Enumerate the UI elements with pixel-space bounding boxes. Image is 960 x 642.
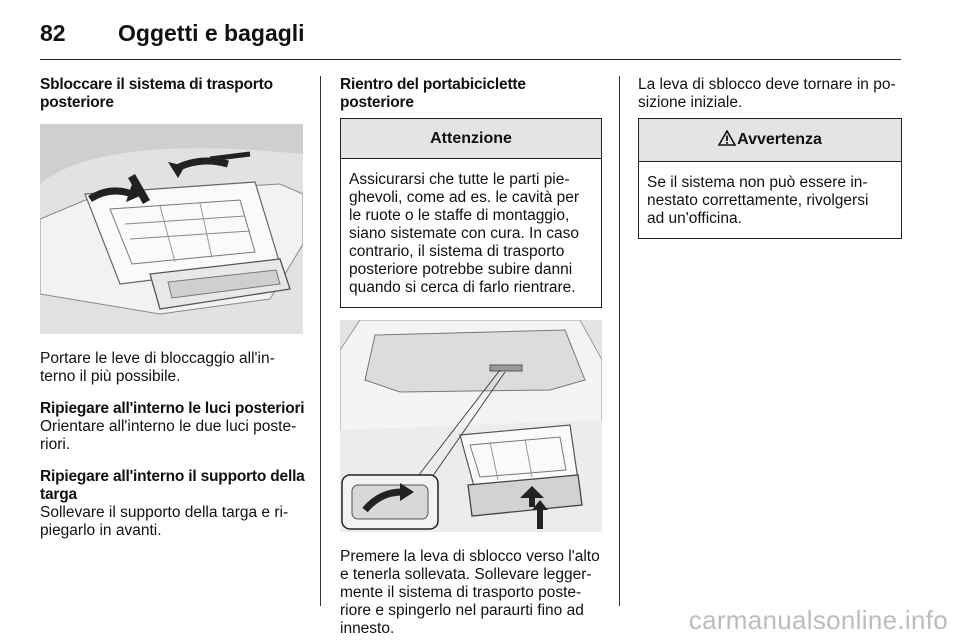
paragraph-lights	[40, 418, 305, 454]
heading-line: Sbloccare il sistema di trasporto	[40, 76, 273, 93]
section-heading-plate-holder	[40, 468, 305, 504]
text-line: riori.	[40, 436, 71, 453]
text-line: e tenerla sollevata. Sollevare legger-	[340, 566, 592, 583]
text-line: ghevoli, come ad es. le cavità per	[349, 189, 580, 206]
warning-title: Avvertenza	[737, 131, 822, 148]
text-line: Assicurarsi che tutte le parti pie-	[349, 171, 570, 188]
section-heading-lights: Ripiegare all'interno le luci posteriori	[40, 400, 305, 417]
paragraph-move-levers	[40, 350, 305, 386]
section-heading-unlock	[40, 76, 305, 112]
release-lever-illustration	[340, 320, 602, 532]
attention-body	[341, 159, 601, 307]
attention-title: Attenzione	[341, 119, 601, 159]
text-line: piegarlo in avanti.	[40, 522, 162, 539]
text-line: sizione iniziale.	[638, 94, 743, 111]
text-line: La leva di sblocco deve tornare in po-	[638, 76, 896, 93]
text-line: siano sistemate con cura. In caso	[349, 225, 580, 242]
page-number: 82	[40, 20, 66, 46]
paragraph-lever-return	[638, 76, 902, 112]
column-2	[340, 76, 602, 638]
warning-box	[638, 118, 902, 239]
page-header	[40, 14, 900, 54]
heading-line: Ripiegare all'interno il supporto della	[40, 468, 305, 485]
column-3	[638, 76, 902, 239]
text-line: contrario, il sistema di trasporto	[349, 243, 565, 260]
column-divider-left	[320, 76, 321, 606]
column-1	[40, 76, 305, 540]
text-line: Sollevare il supporto della targa e ri-	[40, 504, 289, 521]
text-line: le ruote o le staffe di montaggio,	[349, 207, 570, 224]
attention-box	[340, 118, 602, 308]
text-line: riore e spingerlo nel paraurti fino ad	[340, 602, 584, 619]
carrier-levers-illustration	[40, 124, 303, 334]
text-line: Premere la leva di sblocco verso l'alto	[340, 548, 600, 565]
header-rule	[40, 59, 901, 60]
watermark: carmanualsonline.info	[688, 605, 948, 635]
text-line: innesto.	[340, 620, 395, 637]
text-line: Se il sistema non può essere in-	[647, 174, 868, 191]
section-heading-retract: Rientro del portabiciclette posteriore	[340, 76, 526, 111]
warning-triangle-icon	[718, 130, 736, 151]
column-divider-right	[619, 76, 620, 606]
figure-release-lever	[340, 320, 602, 532]
text-line: terno il più possibile.	[40, 368, 181, 385]
page-title: Oggetti e bagagli	[118, 20, 305, 46]
text-line: quando si cerca di farlo rientrare.	[349, 279, 576, 296]
warning-header	[639, 119, 901, 162]
text-line: mente il sistema di trasporto poste-	[340, 584, 582, 601]
text-line: posteriore potrebbe subire danni	[349, 261, 573, 278]
warning-body	[639, 162, 901, 238]
text-line: Portare le leve di bloccaggio all'in-	[40, 350, 275, 367]
paragraph-release-lever	[340, 548, 602, 638]
text-line: nestato correttamente, rivolgersi	[647, 192, 869, 209]
heading-line: targa	[40, 486, 77, 503]
figure-rear-carrier-levers	[40, 124, 303, 334]
heading-line: posteriore	[40, 94, 114, 111]
paragraph-plate-holder	[40, 504, 305, 540]
text-line: Orientare all'interno le due luci poste-	[40, 418, 297, 435]
text-line: ad un'officina.	[647, 210, 742, 227]
